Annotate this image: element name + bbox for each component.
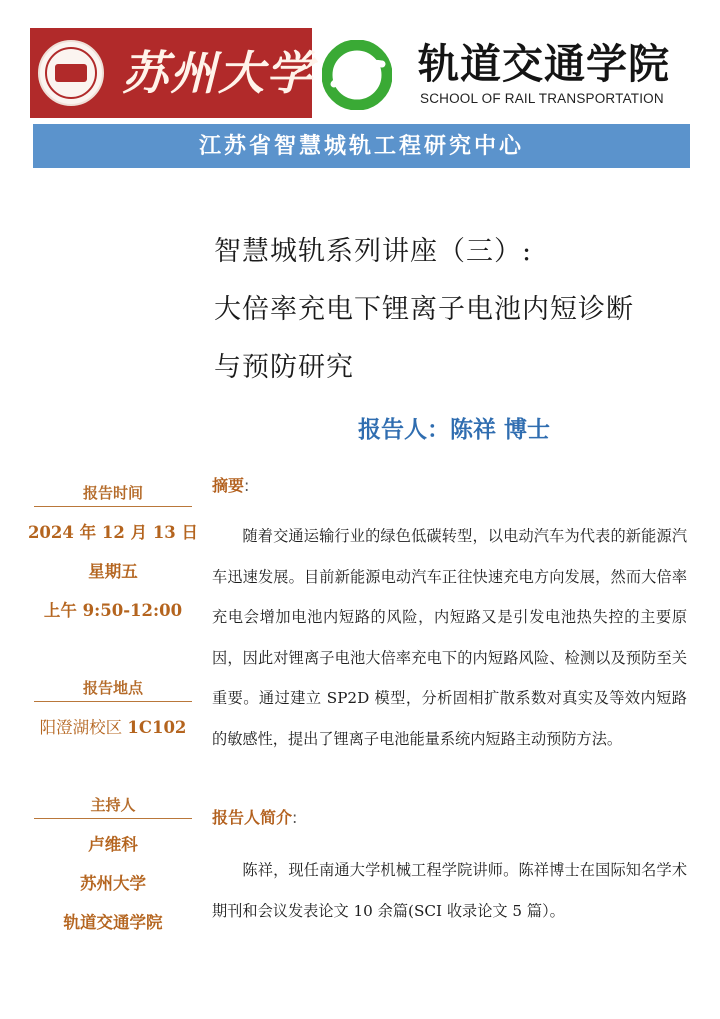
lecture-hours: 上午 9:50-12:00 xyxy=(43,601,183,620)
place-label: 报告地点 xyxy=(34,677,192,702)
lecture-topic-line-1: 大倍率充电下锂离子电池内短诊断 xyxy=(214,294,634,325)
university-logo-banner xyxy=(30,28,312,118)
abstract-label: 摘要 xyxy=(212,476,245,495)
research-center-banner: 江苏省智慧城轨工程研究中心 xyxy=(33,124,690,168)
university-seal-icon xyxy=(38,40,104,106)
host-organization-university: 苏州大学 xyxy=(80,874,146,893)
time-label: 报告时间 xyxy=(34,482,192,507)
place-campus: 阳澄湖校区 xyxy=(39,718,128,737)
host-organization-school: 轨道交通学院 xyxy=(63,913,163,932)
speaker-line: 报告人：陈祥 博士 xyxy=(357,417,550,443)
host-name: 卢维科 xyxy=(88,835,138,854)
place-room: 1C102 xyxy=(127,718,187,737)
bio-heading xyxy=(212,804,412,832)
lecture-place xyxy=(20,711,206,745)
lecture-series-title: 智慧城轨系列讲座（三）: xyxy=(214,236,533,267)
bio-colon: : xyxy=(292,808,298,827)
lecture-topic-line-2: 与预防研究 xyxy=(214,352,354,383)
school-name-en: SCHOOL OF RAIL TRANSPORTATION xyxy=(420,91,664,106)
abstract-heading xyxy=(212,472,412,500)
abstract-colon: : xyxy=(244,476,250,495)
host-label: 主持人 xyxy=(34,794,192,819)
bio-text: 陈祥，现任南通大学机械工程学院讲师。陈祥博士在国际知名学术期刊和会议发表论文 10 余篇(SCI 收录论文 5 篇）。 xyxy=(212,861,687,920)
lecture-weekday: 星期五 xyxy=(88,562,138,581)
school-name-cn: 轨道交通学院 xyxy=(418,40,670,88)
bio-label: 报告人简介 xyxy=(212,808,293,827)
rail-school-logo-icon xyxy=(322,40,392,110)
abstract-text: 随着交通运输行业的绿色低碳转型，以电动汽车为代表的新能源汽车迅速发展。目前新能源电动汽车正往快速充电方向发展，然而大倍率充电会增加电池内短路的风险，内短路又是引发电池热失控的主要原因，因此对锂离子电池大倍率充电下的内短路风险、检测以及预防至关重要。通过建立 SP2D 模型，分析固相扩散系数对真实及等效内短路的敏感性，提出了锂离子电池能量系统内短路主动预防方法。 xyxy=(212,527,687,748)
lecture-date: 2024 年 12 月 13 日 xyxy=(27,523,199,542)
university-name: 苏州大学 xyxy=(122,46,314,100)
